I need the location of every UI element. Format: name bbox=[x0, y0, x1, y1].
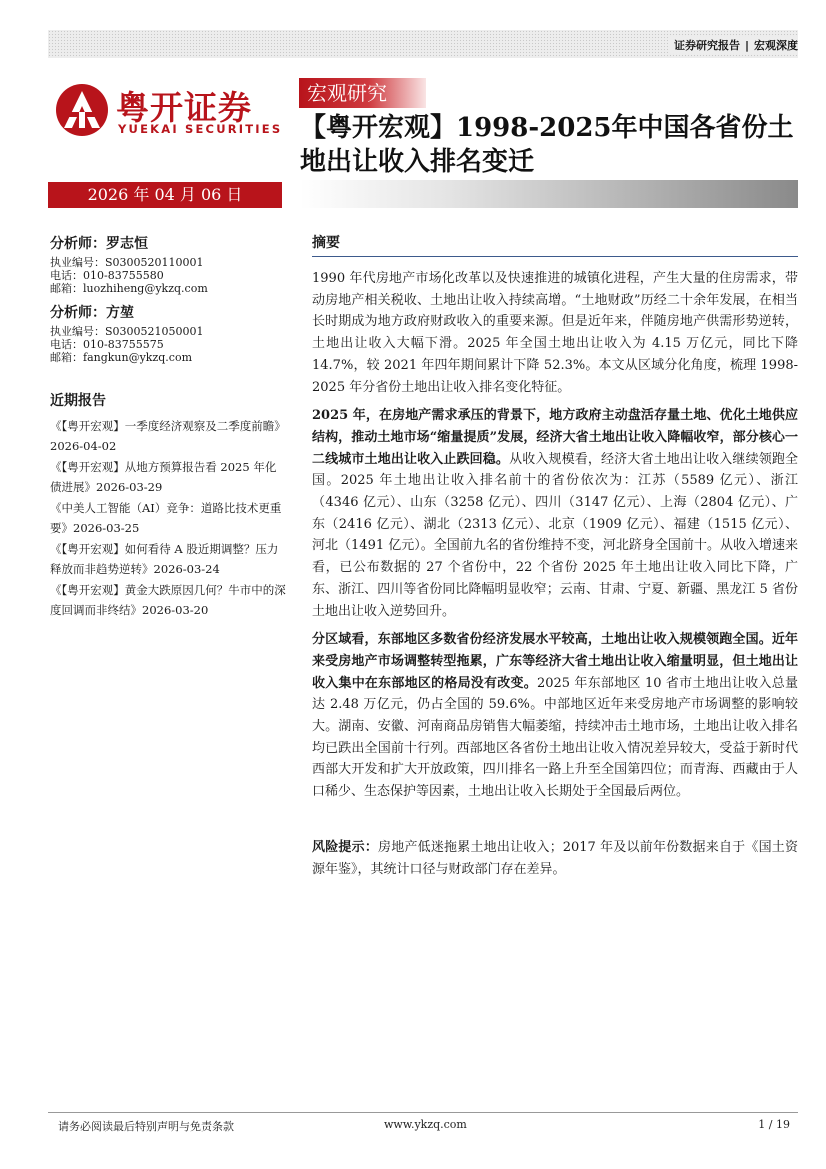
footer-disclaimer[interactable]: 请务必阅读最后特别声明与免责条款 bbox=[58, 1120, 234, 1133]
paragraph-3-body: 2025 年东部地区 10 省市土地出让收入总量达 2.48 万亿元，仍占全国的 59.6%。中部地区近年来受房地产市场调整的影响较大。湖南、安徽、河南商品房销售大幅萎缩，持续冲击土地市场，土地出让收入排名均已跌出全国前十行列。西部地区各省份土地出让收入情况差异较大，受益于新时代西部大开发和扩大开放政策，四川排名一路上升至全国第四位；而青海、西藏由于人口稀少、生态保护等因素，土地出让收入长期处于全国最后两位。 bbox=[312, 675, 798, 800]
logo-mark-icon bbox=[54, 82, 110, 138]
title-gradient-bar bbox=[300, 180, 798, 208]
recent-reports-title: 近期报告 bbox=[50, 393, 106, 409]
paragraph-2-lead: 2025 年，在房地产需求承压的背景下，地方政府主动盘活存量土地、优化土地供应结构，推动土地市场“缩量提质”发展，经济大省土地出让收入降幅收窄，部分核心一二线城市土地出让收入止跌回稳。 bbox=[312, 408, 798, 467]
company-logo bbox=[54, 82, 284, 142]
risk-label: 风险提示： bbox=[312, 839, 379, 855]
report-type: 证券研究报告 bbox=[673, 39, 740, 52]
analyst-license: 执业编号：S0300521050001 bbox=[50, 325, 204, 338]
analyst-license: 执业编号：S0300520110001 bbox=[50, 256, 204, 269]
report-title: 【粤开宏观】1998-2025年中国各省份土地出让收入排名变迁 bbox=[300, 113, 794, 177]
footer-page-number: 1 / 19 bbox=[758, 1118, 790, 1131]
risk-text: 房地产低迷拖累土地出让收入；2017 年及以前年份数据来自于《国土资源年鉴》，其统计口径与财政部门存在差异。 bbox=[312, 839, 798, 877]
header-label bbox=[668, 37, 798, 53]
abstract-paragraph-3 bbox=[312, 629, 798, 803]
header-separator: | bbox=[744, 39, 749, 52]
abstract-paragraph-1: 1990 年代房地产市场化改革以及快速推进的城镇化进程，产生大量的住房需求，带动房地产相关税收、土地出让收入持续高增。“土地财政”历经二十余年发展，在相当长时期成为地方政府财政收入的重要来源。但是近年来，伴随房地产供需形势逆转，土地出让收入大幅下滑。2025 年全国土地出让收入为 4.15 万亿元，同比下降 14.7%，较 2021 年四年期间累计下降 52.3%。本文从区域分化角度，梳理 1998-2025 年分省份土地出让收入排名变化特征。 bbox=[312, 271, 798, 395]
abstract-heading: 摘要 bbox=[312, 232, 798, 257]
recent-report-item[interactable]: 《【粤开宏观】从地方预算报告看 2025 年化债进展》2026-03-29 bbox=[50, 460, 277, 494]
footer-divider bbox=[48, 1112, 798, 1113]
sidebar bbox=[50, 236, 286, 621]
category-tag: 宏观研究 bbox=[299, 78, 426, 108]
report-date: 2026 年 04 月 06 日 bbox=[48, 182, 282, 208]
recent-report-item[interactable]: 《【粤开宏观】一季度经济观察及二季度前瞻》2026-04-02 bbox=[50, 419, 286, 453]
paragraph-3-lead: 分区域看，东部地区多数省份经济发展水平较高，土地出让收入规模领跑全国。近年来受房地产市场调整转型拖累，广东等经济大省土地出让收入缩量明显，但土地出让收入集中在东部地区的格局没有改变。 bbox=[312, 632, 798, 691]
risk-warning bbox=[312, 837, 798, 880]
analyst-phone: 电话：010-83755575 bbox=[50, 338, 164, 351]
analyst-name: 分析师：方堃 bbox=[50, 305, 134, 321]
analyst-phone: 电话：010-83755580 bbox=[50, 269, 164, 282]
analyst-email: 邮箱：luozhiheng@ykzq.com bbox=[50, 282, 208, 295]
logo-cn: 粤开证券 bbox=[116, 88, 252, 127]
footer-website[interactable]: www.ykzq.com bbox=[384, 1118, 467, 1131]
analyst-email: 邮箱：fangkun@ykzq.com bbox=[50, 351, 193, 364]
header-band bbox=[48, 30, 798, 58]
logo-en: YUEKAI SECURITIES bbox=[118, 122, 283, 136]
analyst-name: 分析师：罗志恒 bbox=[50, 236, 148, 252]
recent-report-item[interactable]: 《中美人工智能（AI）竞争：道路比技术更重要》2026-03-25 bbox=[50, 501, 282, 535]
analyst-1 bbox=[50, 236, 286, 295]
abstract-section bbox=[312, 232, 798, 887]
paragraph-2-body: 从收入规模看，经济大省土地出让收入继续领跑全国。2025 年土地出让收入排名前十的省份依次为：江苏（5589 亿元）、浙江（4346 亿元）、山东（3258 亿元）、四川（3147 亿元）、上海（2804 亿元）、广东（2416 亿元）、湖北（2313 亿元）、北京（1909 亿元）、福建（1515 亿元）、河北（1491 亿元）。全国前九名的省份维持不变，河北跻身全国前十。从收入增速来看，已公布数据的 27 个省份中，22 个省份 2025 年土地出让收入同比下降，广东、浙江、四川等省份同比降幅明显收窄；云南、甘肃、宁夏、新疆、黑龙江 5 省份土地出让收入逆势回升。 bbox=[312, 451, 798, 619]
recent-report-item[interactable]: 《【粤开宏观】黄金大跌原因几何？牛市中的深度回调而非终结》2026-03-20 bbox=[50, 583, 286, 617]
abstract-paragraph-2 bbox=[312, 405, 798, 622]
recent-report-item[interactable]: 《【粤开宏观】如何看待 A 股近期调整？压力释放而非趋势逆转》2026-03-24 bbox=[50, 542, 279, 576]
analyst-2 bbox=[50, 305, 286, 364]
report-depth: 宏观深度 bbox=[754, 39, 798, 52]
